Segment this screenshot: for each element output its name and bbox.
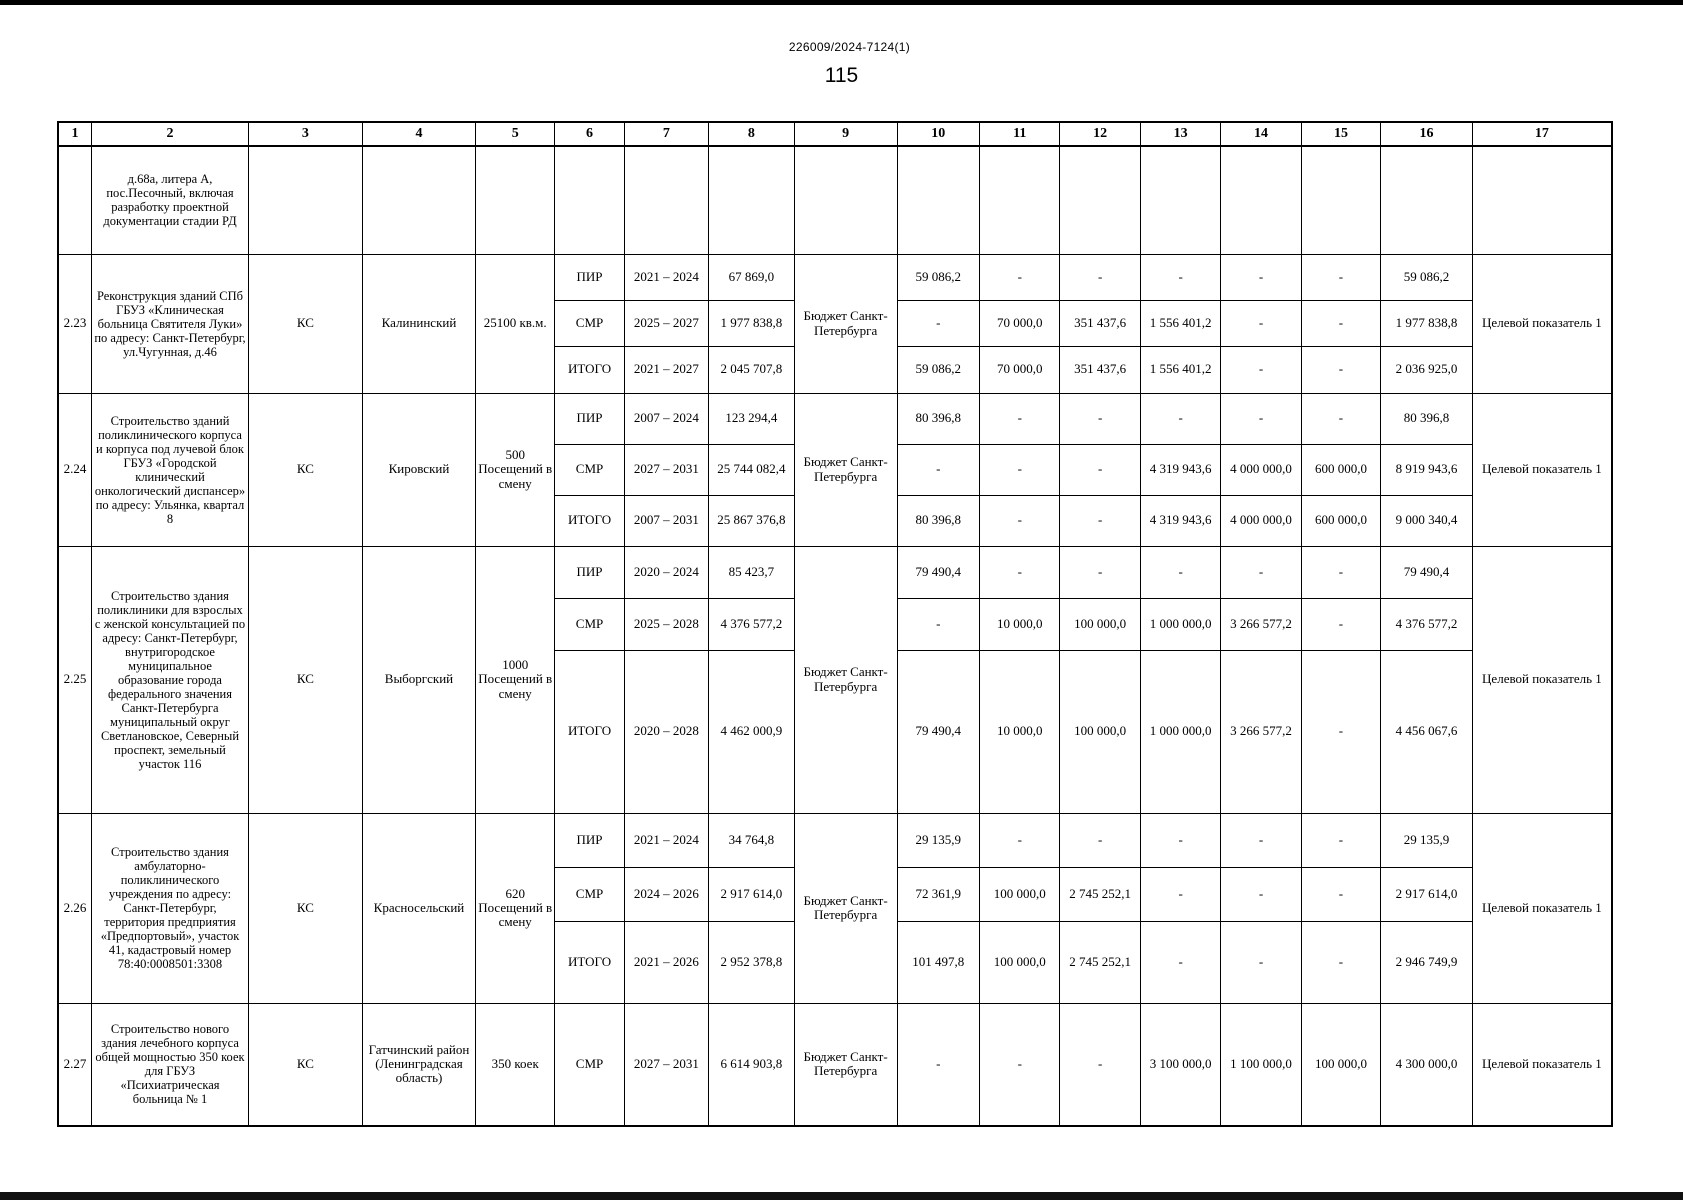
object-type: КС: [248, 393, 362, 546]
col-header: 17: [1472, 122, 1612, 146]
value-col-16: 4 376 577,2: [1381, 598, 1473, 650]
object-type: КС: [248, 813, 362, 1003]
total-cost: 6 614 903,8: [709, 1003, 795, 1126]
col-header: 10: [897, 122, 979, 146]
value-col-13: -: [1140, 813, 1220, 867]
period: 2025 – 2028: [624, 598, 709, 650]
target-indicator: Целевой показатель 1: [1472, 393, 1612, 546]
funding-source: Бюджет Санкт-Петербурга: [794, 546, 897, 813]
value-col-14: -: [1221, 393, 1301, 444]
value-col-10: 59 086,2: [897, 346, 979, 393]
work-stage: ИТОГО: [555, 650, 624, 813]
header-row: [58, 122, 1612, 146]
work-stage: ПИР: [555, 254, 624, 300]
col-header: 8: [709, 122, 795, 146]
value-col-12: -: [1060, 254, 1140, 300]
value-col-13: 3 100 000,0: [1140, 1003, 1220, 1126]
funding-source: Бюджет Санкт-Петербурга: [794, 254, 897, 393]
value-col-12: -: [1060, 1003, 1140, 1126]
value-col-14: -: [1221, 254, 1301, 300]
total-cost: 4 462 000,9: [709, 650, 795, 813]
col-header: 16: [1381, 122, 1473, 146]
value-col-11: -: [980, 1003, 1060, 1126]
col-header: 15: [1301, 122, 1380, 146]
object-description: Строительство зданий поликлинического корпуса и корпуса под лучевой блок ГБУЗ «Городской клинический онкологический диспансер» по адресу: Ульянка, квартал 8: [92, 393, 249, 546]
document-number: 226009/2024-7124(1): [788, 40, 911, 54]
value-col-11: 70 000,0: [980, 300, 1060, 346]
value-col-13: 4 319 943,6: [1140, 495, 1220, 546]
col-header: 2: [92, 122, 249, 146]
capacity: 500 Посещений в смену: [475, 393, 554, 546]
period: 2021 – 2026: [624, 921, 709, 1003]
object-type: КС: [248, 546, 362, 813]
total-cost: 25 867 376,8: [709, 495, 795, 546]
work-stage: ПИР: [555, 813, 624, 867]
cell: [555, 146, 624, 254]
district: Кировский: [362, 393, 475, 546]
value-col-14: -: [1221, 346, 1301, 393]
total-cost: 67 869,0: [709, 254, 795, 300]
object-description: д.68а, литера А, пос.Песочный, включая разработку проектной документации стадии РД: [92, 146, 249, 254]
value-col-11: 100 000,0: [980, 921, 1060, 1003]
value-col-12: 351 437,6: [1060, 300, 1140, 346]
value-col-10: 80 396,8: [897, 393, 979, 444]
value-col-16: 29 135,9: [1381, 813, 1473, 867]
work-stage: СМР: [555, 444, 624, 495]
table-row: [58, 813, 1612, 867]
value-col-10: 80 396,8: [897, 495, 979, 546]
top-border: [0, 0, 1683, 5]
period: 2021 – 2024: [624, 813, 709, 867]
projects-body: [58, 254, 1612, 1126]
capacity: 620 Посещений в смену: [475, 813, 554, 1003]
row-number: 2.25: [58, 546, 92, 813]
cell: [794, 146, 897, 254]
value-col-12: 2 745 252,1: [1060, 921, 1140, 1003]
col-header: 1: [58, 122, 92, 146]
value-col-15: -: [1301, 921, 1380, 1003]
district: Калининский: [362, 254, 475, 393]
value-col-10: -: [897, 598, 979, 650]
capacity: 25100 кв.м.: [475, 254, 554, 393]
work-stage: ПИР: [555, 393, 624, 444]
work-stage: ПИР: [555, 546, 624, 598]
object-type: КС: [248, 1003, 362, 1126]
value-col-15: 100 000,0: [1301, 1003, 1380, 1126]
funding-source: Бюджет Санкт-Петербурга: [794, 1003, 897, 1126]
value-col-13: 1 556 401,2: [1140, 300, 1220, 346]
investment-table: [57, 121, 1613, 1127]
period: 2020 – 2024: [624, 546, 709, 598]
total-cost: 2 952 378,8: [709, 921, 795, 1003]
page-number: 115: [824, 64, 859, 87]
value-col-14: -: [1221, 300, 1301, 346]
work-stage: СМР: [555, 598, 624, 650]
work-stage: СМР: [555, 300, 624, 346]
value-col-15: -: [1301, 346, 1380, 393]
cell: [1472, 146, 1612, 254]
table-row: [58, 393, 1612, 444]
capacity: 350 коек: [475, 1003, 554, 1126]
value-col-14: -: [1221, 546, 1301, 598]
value-col-15: -: [1301, 254, 1380, 300]
period: 2007 – 2031: [624, 495, 709, 546]
value-col-14: -: [1221, 813, 1301, 867]
cell: [362, 146, 475, 254]
value-col-10: 79 490,4: [897, 546, 979, 598]
value-col-12: -: [1060, 444, 1140, 495]
object-description: Строительство здания поликлиники для взрослых с женской консультацией по адресу: Санкт-Петербург, внутригородское муниципальное образование города федерального значения Санкт-Петербурга муниципальный округ Светлановское, Северный проспект, земельный участок 116: [92, 546, 249, 813]
value-col-15: -: [1301, 813, 1380, 867]
bottom-border: [0, 1192, 1683, 1200]
value-col-10: -: [897, 1003, 979, 1126]
value-col-12: -: [1060, 393, 1140, 444]
value-col-15: -: [1301, 393, 1380, 444]
district: Выборгский: [362, 546, 475, 813]
cell: [980, 146, 1060, 254]
value-col-14: 3 266 577,2: [1221, 650, 1301, 813]
period: 2007 – 2024: [624, 393, 709, 444]
value-col-12: -: [1060, 813, 1140, 867]
value-col-11: -: [980, 546, 1060, 598]
target-indicator: Целевой показатель 1: [1472, 546, 1612, 813]
value-col-10: -: [897, 300, 979, 346]
total-cost: 2 917 614,0: [709, 867, 795, 921]
district: Гатчинский район (Ленинградская область): [362, 1003, 475, 1126]
period: 2021 – 2024: [624, 254, 709, 300]
row-number: 2.26: [58, 813, 92, 1003]
value-col-16: 2 917 614,0: [1381, 867, 1473, 921]
value-col-11: -: [980, 444, 1060, 495]
target-indicator: Целевой показатель 1: [1472, 813, 1612, 1003]
value-col-11: 10 000,0: [980, 598, 1060, 650]
value-col-13: 4 319 943,6: [1140, 444, 1220, 495]
value-col-16: 4 300 000,0: [1381, 1003, 1473, 1126]
value-col-14: 3 266 577,2: [1221, 598, 1301, 650]
work-stage: ИТОГО: [555, 346, 624, 393]
object-description: Строительство здания амбулаторно-поликлинического учреждения по адресу: Санкт-Петербург, территория предприятия «Предпортовый», участок 41, кадастровый номер 78:40:0008501:3308: [92, 813, 249, 1003]
value-col-15: -: [1301, 598, 1380, 650]
value-col-16: 1 977 838,8: [1381, 300, 1473, 346]
value-col-12: 351 437,6: [1060, 346, 1140, 393]
value-col-15: -: [1301, 300, 1380, 346]
total-cost: 85 423,7: [709, 546, 795, 598]
cell: [475, 146, 554, 254]
value-col-15: -: [1301, 546, 1380, 598]
value-col-13: 1 000 000,0: [1140, 598, 1220, 650]
cell: [1140, 146, 1220, 254]
value-col-10: 72 361,9: [897, 867, 979, 921]
col-header: 12: [1060, 122, 1140, 146]
value-col-15: -: [1301, 867, 1380, 921]
value-col-15: 600 000,0: [1301, 495, 1380, 546]
total-cost: 25 744 082,4: [709, 444, 795, 495]
value-col-11: -: [980, 393, 1060, 444]
value-col-11: 70 000,0: [980, 346, 1060, 393]
value-col-14: 4 000 000,0: [1221, 444, 1301, 495]
value-col-15: -: [1301, 650, 1380, 813]
value-col-13: -: [1140, 921, 1220, 1003]
value-col-11: -: [980, 254, 1060, 300]
capacity: 1000 Посещений в смену: [475, 546, 554, 813]
target-indicator: Целевой показатель 1: [1472, 254, 1612, 393]
value-col-12: 100 000,0: [1060, 650, 1140, 813]
period: 2024 – 2026: [624, 867, 709, 921]
cell: [58, 146, 92, 254]
value-col-14: -: [1221, 921, 1301, 1003]
object-description: Строительство нового здания лечебного корпуса общей мощностью 350 коек для ГБУЗ «Психиатрическая больница № 1: [92, 1003, 249, 1126]
district: Красносельский: [362, 813, 475, 1003]
work-stage: СМР: [555, 867, 624, 921]
total-cost: 2 045 707,8: [709, 346, 795, 393]
value-col-12: 100 000,0: [1060, 598, 1140, 650]
cell: [624, 146, 709, 254]
table-row: [58, 1003, 1612, 1126]
cell: [1301, 146, 1380, 254]
work-stage: ИТОГО: [555, 921, 624, 1003]
value-col-16: 9 000 340,4: [1381, 495, 1473, 546]
col-header: 4: [362, 122, 475, 146]
value-col-16: 2 946 749,9: [1381, 921, 1473, 1003]
value-col-13: 1 000 000,0: [1140, 650, 1220, 813]
value-col-14: -: [1221, 867, 1301, 921]
value-col-12: -: [1060, 546, 1140, 598]
period: 2027 – 2031: [624, 444, 709, 495]
value-col-13: -: [1140, 546, 1220, 598]
value-col-15: 600 000,0: [1301, 444, 1380, 495]
value-col-10: 29 135,9: [897, 813, 979, 867]
period: 2025 – 2027: [624, 300, 709, 346]
value-col-16: 59 086,2: [1381, 254, 1473, 300]
value-col-13: 1 556 401,2: [1140, 346, 1220, 393]
funding-source: Бюджет Санкт-Петербурга: [794, 813, 897, 1003]
col-header: 3: [248, 122, 362, 146]
table-row: [58, 546, 1612, 598]
continuation-row: [58, 146, 1612, 254]
value-col-16: 8 919 943,6: [1381, 444, 1473, 495]
work-stage: ИТОГО: [555, 495, 624, 546]
work-stage: СМР: [555, 1003, 624, 1126]
col-header: 14: [1221, 122, 1301, 146]
object-type: КС: [248, 254, 362, 393]
value-col-16: 2 036 925,0: [1381, 346, 1473, 393]
cell: [1221, 146, 1301, 254]
value-col-12: -: [1060, 495, 1140, 546]
value-col-14: 1 100 000,0: [1221, 1003, 1301, 1126]
value-col-12: 2 745 252,1: [1060, 867, 1140, 921]
col-header: 9: [794, 122, 897, 146]
funding-source: Бюджет Санкт-Петербурга: [794, 393, 897, 546]
cell: [709, 146, 795, 254]
target-indicator: Целевой показатель 1: [1472, 1003, 1612, 1126]
value-col-16: 80 396,8: [1381, 393, 1473, 444]
value-col-13: -: [1140, 867, 1220, 921]
value-col-14: 4 000 000,0: [1221, 495, 1301, 546]
row-number: 2.27: [58, 1003, 92, 1126]
value-col-11: 10 000,0: [980, 650, 1060, 813]
col-header: 13: [1140, 122, 1220, 146]
cell: [248, 146, 362, 254]
value-col-16: 4 456 067,6: [1381, 650, 1473, 813]
table-row: [58, 254, 1612, 300]
object-description: Реконструкция зданий СПб ГБУЗ «Клиническая больница Святителя Луки» по адресу: Санкт-Петербург, ул.Чугунная, д.46: [92, 254, 249, 393]
period: 2021 – 2027: [624, 346, 709, 393]
value-col-11: 100 000,0: [980, 867, 1060, 921]
period: 2020 – 2028: [624, 650, 709, 813]
total-cost: 1 977 838,8: [709, 300, 795, 346]
value-col-11: -: [980, 813, 1060, 867]
value-col-13: -: [1140, 254, 1220, 300]
total-cost: 4 376 577,2: [709, 598, 795, 650]
total-cost: 34 764,8: [709, 813, 795, 867]
col-header: 7: [624, 122, 709, 146]
col-header: 5: [475, 122, 554, 146]
value-col-16: 79 490,4: [1381, 546, 1473, 598]
value-col-11: -: [980, 495, 1060, 546]
value-col-13: -: [1140, 393, 1220, 444]
value-col-10: 59 086,2: [897, 254, 979, 300]
row-number: 2.23: [58, 254, 92, 393]
col-header: 11: [980, 122, 1060, 146]
value-col-10: 79 490,4: [897, 650, 979, 813]
cell: [1381, 146, 1473, 254]
value-col-10: 101 497,8: [897, 921, 979, 1003]
period: 2027 – 2031: [624, 1003, 709, 1126]
total-cost: 123 294,4: [709, 393, 795, 444]
value-col-10: -: [897, 444, 979, 495]
row-number: 2.24: [58, 393, 92, 546]
cell: [897, 146, 979, 254]
col-header: 6: [555, 122, 624, 146]
cell: [1060, 146, 1140, 254]
